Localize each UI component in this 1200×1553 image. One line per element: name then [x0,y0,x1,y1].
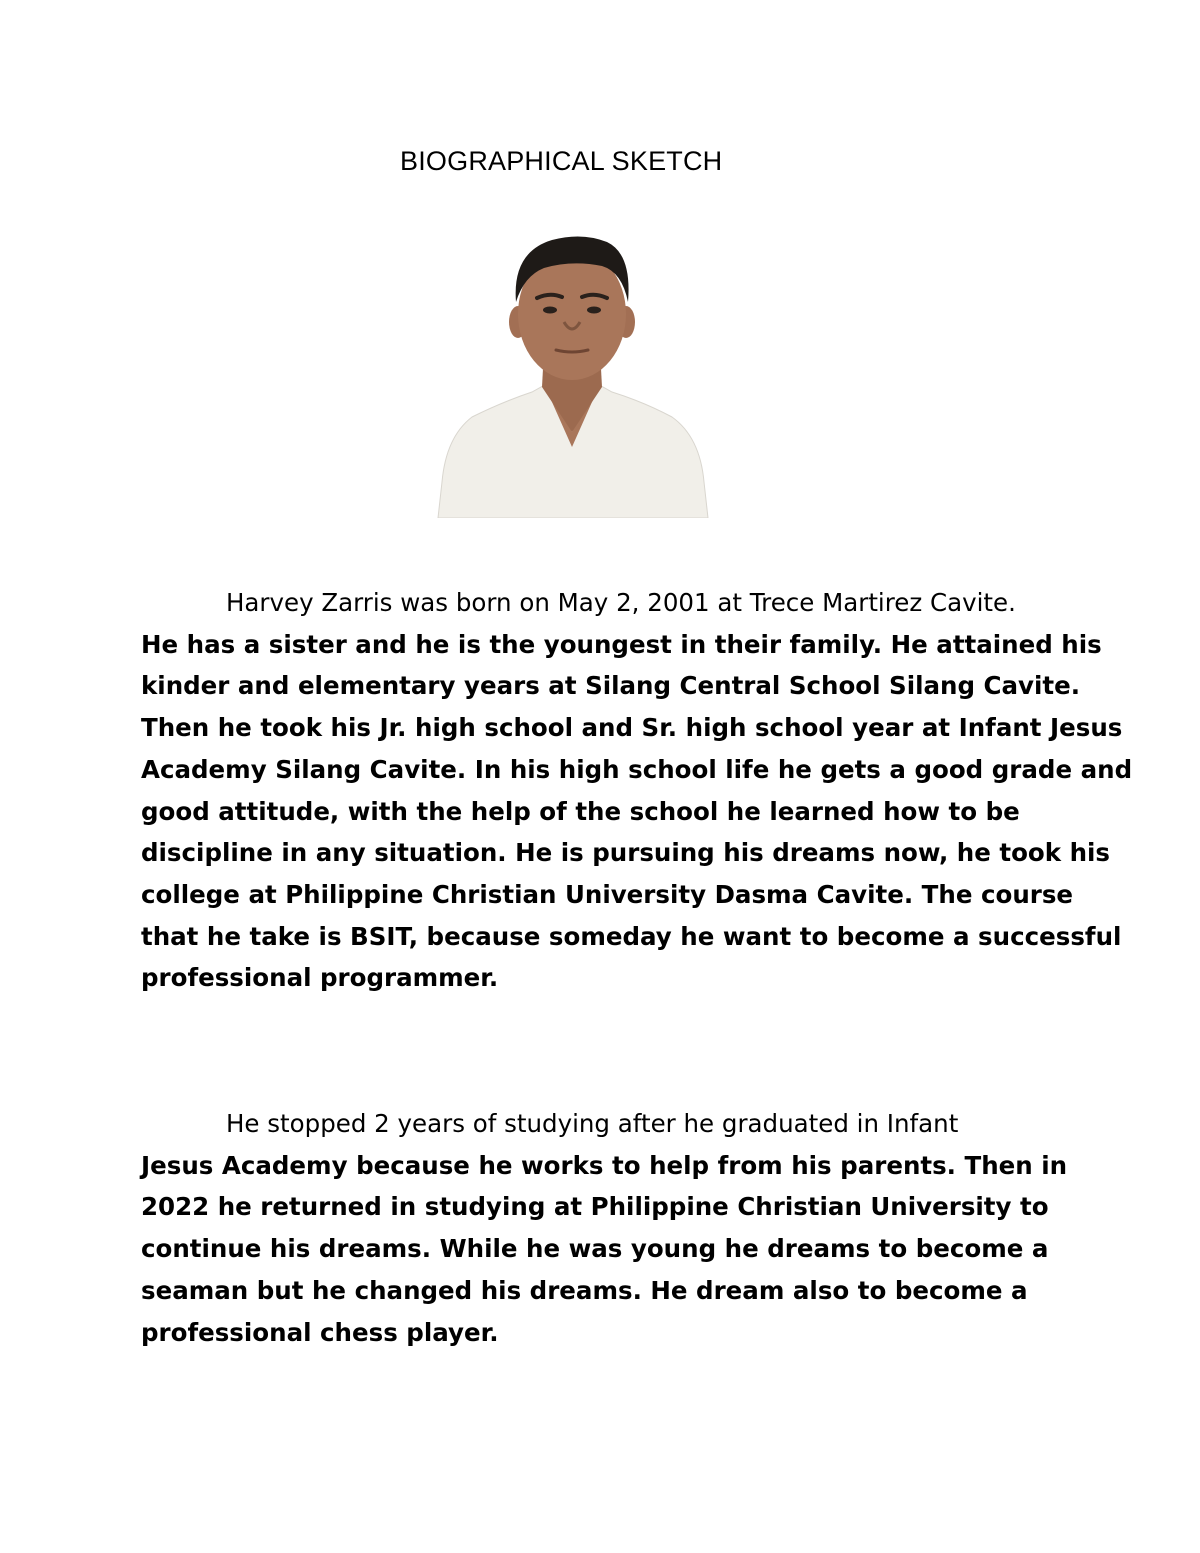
paragraph-line: professional programmer. [141,963,499,993]
paragraph-line: good attitude, with the help of the school he learned how to be [141,796,1020,826]
paragraph-2 [141,1103,1068,1353]
paragraph-line: Academy Silang Cavite. In his high school life he gets a good grade and [141,754,1133,784]
paragraph-line: continue his dreams. While he was young he dreams to become a [141,1234,1049,1264]
paragraph-line: discipline in any situation. He is pursuing his dreams now, he took his [141,838,1110,868]
portrait-photo [432,232,712,518]
paragraph-line: He stopped 2 years of studying after he graduated in Infant [226,1109,959,1138]
paragraph-line: 2022 he returned in studying at Philippine Christian University to [141,1192,1049,1222]
paragraph-line: college at Philippine Christian University Dasma Cavite. The course [141,879,1074,909]
paragraph-line: that he take is BSIT, because someday he want to become a successful [141,921,1122,951]
document-title: BIOGRAPHICAL SKETCH [400,146,723,176]
paragraph-line: He has a sister and he is the youngest in their family. He attained his [141,629,1102,659]
paragraph-line: Then he took his Jr. high school and Sr. high school year at Infant Jesus [141,713,1123,743]
paragraph-line: seaman but he changed his dreams. He dream also to become a [141,1275,1028,1305]
paragraph-1 [141,582,1133,999]
paragraph-line: Jesus Academy because he works to help from his parents. Then in [141,1150,1068,1180]
paragraph-line: kinder and elementary years at Silang Central School Silang Cavite. [141,671,1081,701]
paragraph-line: Harvey Zarris was born on May 2, 2001 at Trece Martirez Cavite. [226,588,1016,617]
paragraph-line: professional chess player. [141,1317,499,1347]
